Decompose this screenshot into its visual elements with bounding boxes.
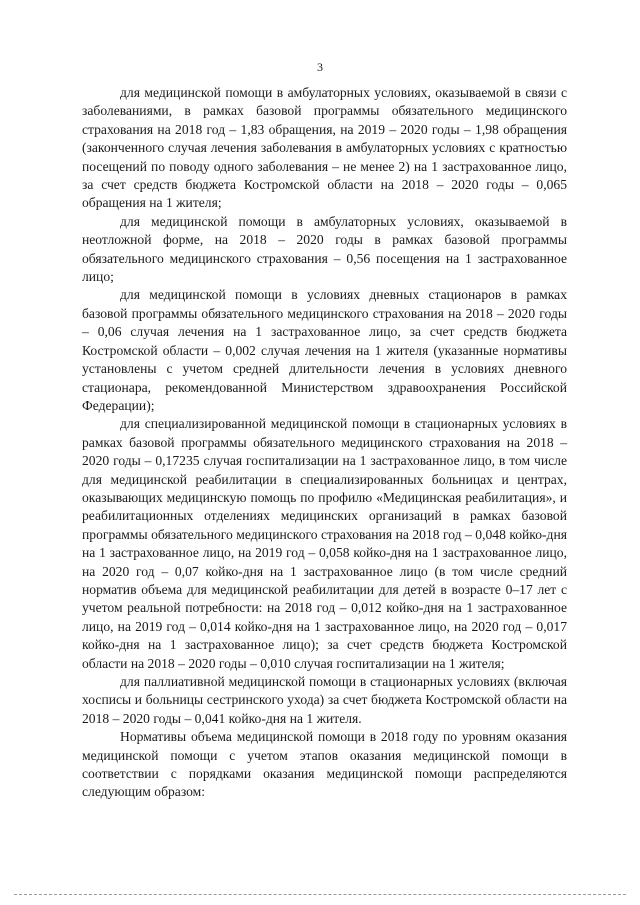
scan-bottom-edge-line: [14, 894, 626, 895]
page-number: 3: [317, 60, 323, 74]
paragraph-volume-norms-2018: Нормативы объема медицинской помощи в 2018 году по уровням оказания медицинской помощи с учетом этапов оказания медицинской помощи в соответствии с порядками оказания медицинской помощи распределяются следующим образом:: [82, 729, 567, 800]
document-body: [82, 84, 567, 802]
paragraph-outpatient-disease: для медицинской помощи в амбулаторных условиях, оказываемой в связи с заболеваниями, в рамках базовой программы обязательного медицинского страхования на 2018 год – 1,83 обращения, на 2019 – 2020 годы – 1,98 обращения (законченного случая лечения заболевания в амбулаторных условиях с кратностью посещений по поводу одного заболевания – не менее 2) на 1 застрахованное лицо, за счет средств бюджета Костромской области на 2018 – 2020 годы – 0,065 обращения на 1 жителя;: [82, 85, 567, 211]
paragraph-palliative-care: для паллиативной медицинской помощи в стационарных условиях (включая хосписы и больницы сестринского ухода) за счет бюджета Костромской области на 2018 – 2020 годы – 0,041 койко-дня на 1 жителя.: [82, 674, 567, 726]
paragraph-specialized-inpatient: для специализированной медицинской помощи в стационарных условиях в рамках базовой программы обязательного медицинского страхования на 2018 – 2020 годы – 0,17235 случая госпитализации на 1 застрахованное лицо, в том числе для медицинской реабилитации в специализированных больницах и центрах, оказывающих медицинскую помощь по профилю «Медицинская реабилитация», и реабилитационных отделениях медицинских организаций в рамках базовой программы обязательного медицинского страхования на 2018 год – 0,048 койко-дня на 1 застрахованное лицо, на 2019 год – 0,058 койко-дня на 1 застрахованное лицо, на 2020 год – 0,07 койко-дня на 1 застрахованное лицо (в том числе средний норматив объема для медицинской реабилитации для детей в возрасте 0–17 лет с учетом реальной потребности: на 2018 год – 0,012 койко-дня на 1 застрахованное лицо, на 2019 год – 0,014 койко-дня на 1 застрахованное лицо, на 2020 год – 0,017 койко-дня на 1 застрахованное лицо); за счет средств бюджета Костромской области на 2018 – 2020 годы – 0,010 случая госпитализации на 1 жителя;: [82, 416, 567, 671]
paragraph-outpatient-urgent: для медицинской помощи в амбулаторных условиях, оказываемой в неотложной форме, на 2018 – 2020 годы в рамках базовой программы обязательного медицинского страхования – 0,56 посещения на 1 застрахованное лицо;: [82, 213, 567, 285]
paragraph-day-hospital: для медицинской помощи в условиях дневных стационаров в рамках базовой программы обязательного медицинского страхования на 2018 – 2020 годы – 0,06 случая лечения на 1 застрахованное лицо, за счет средств бюджета Костромской области – 0,002 случая лечения на 1 жителя (указанные нормативы установлены с учетом средней длительности лечения в условиях дневного стационара, рекомендованной Министерством здравоохранения Российской Федерации);: [82, 287, 567, 413]
